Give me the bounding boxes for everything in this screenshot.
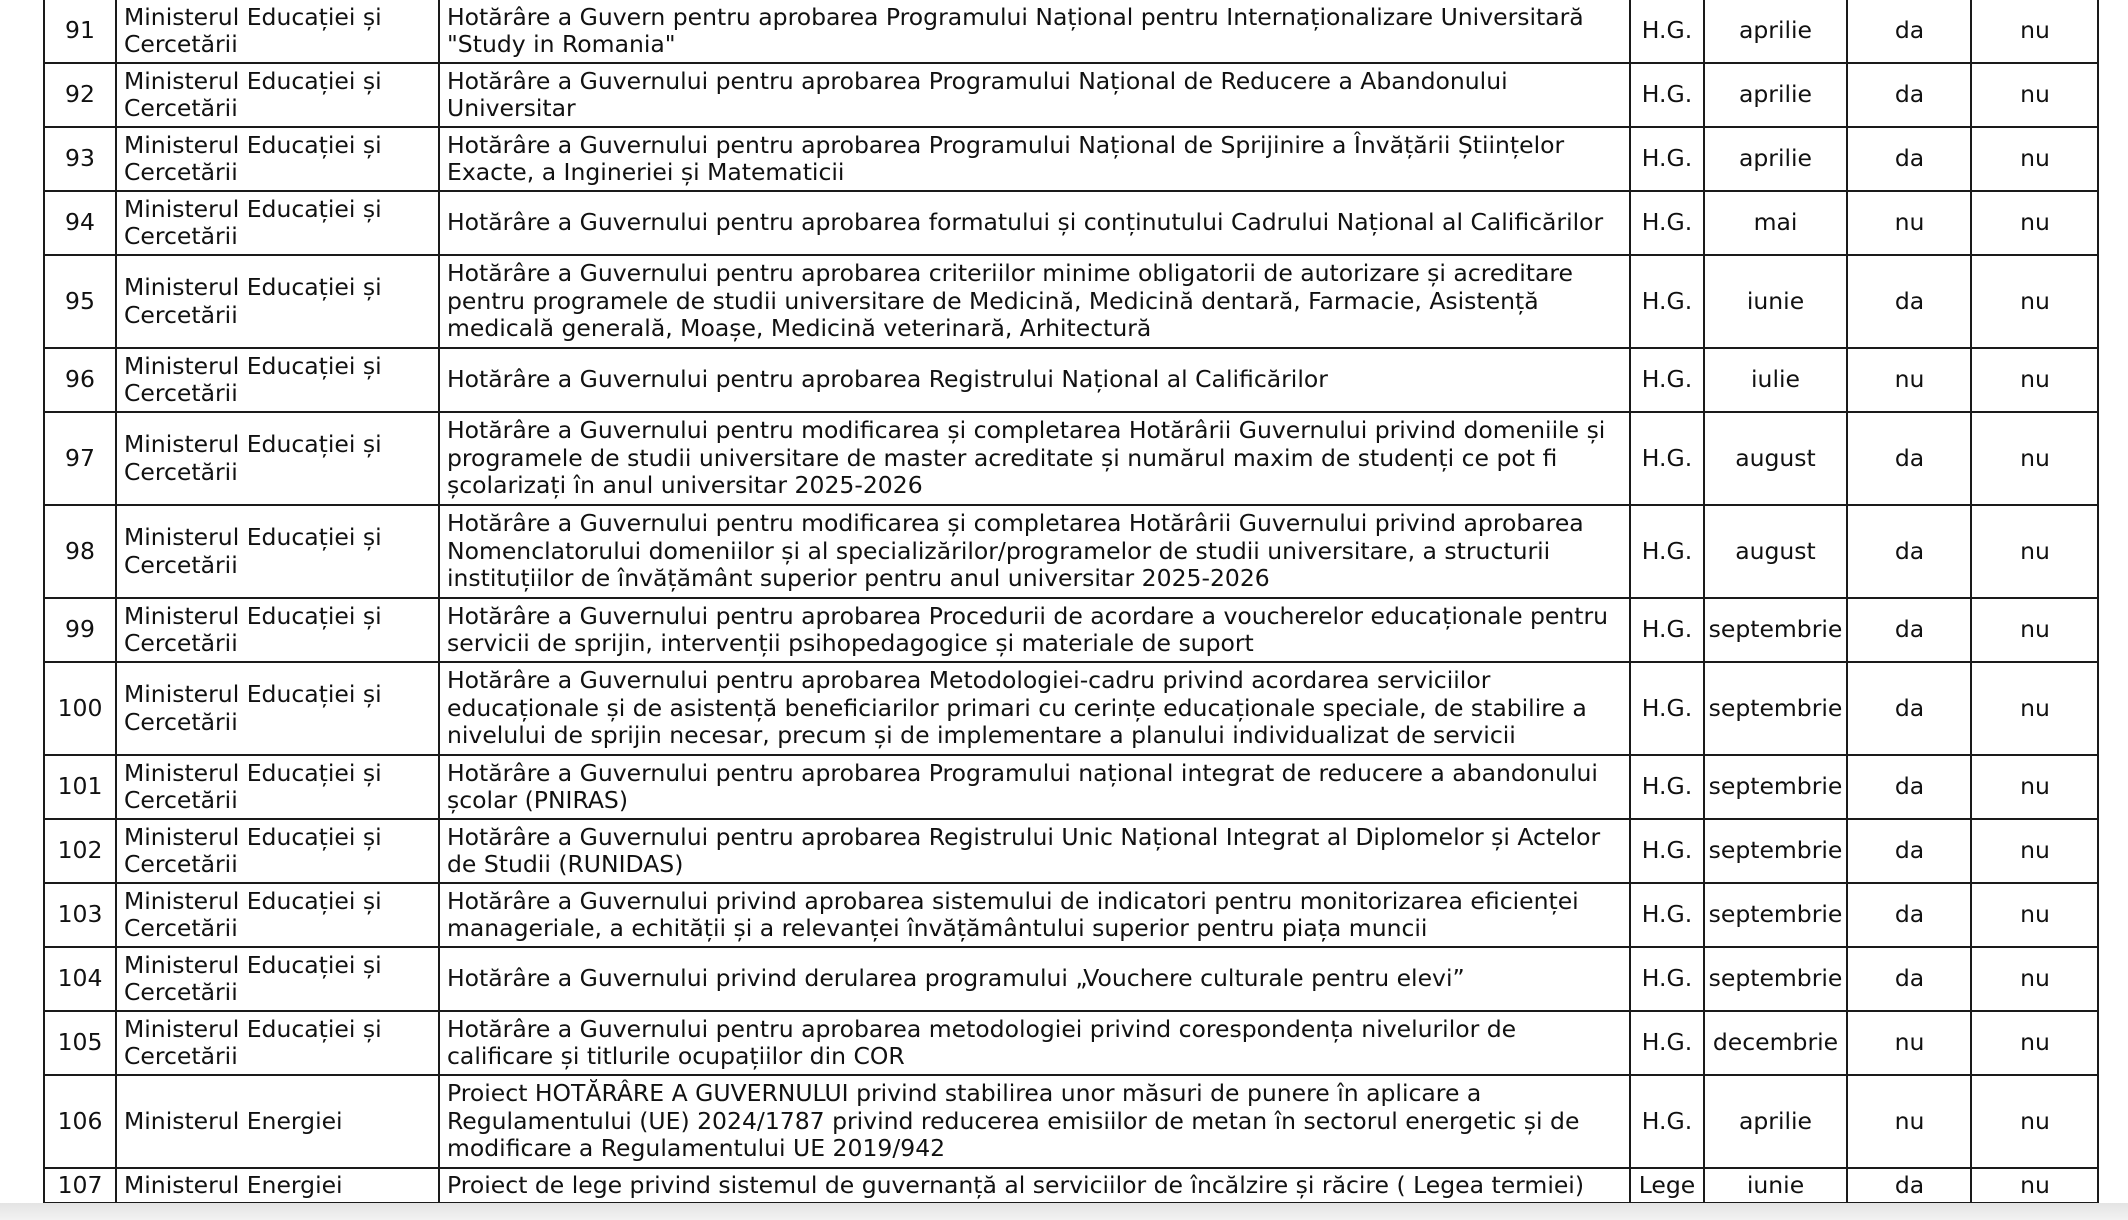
flag-2-cell: nu <box>1971 127 2098 191</box>
month-cell: iunie <box>1704 1168 1847 1203</box>
flag-1-cell: da <box>1847 662 1971 755</box>
act-type-cell: H.G. <box>1630 883 1704 947</box>
table-row <box>44 63 2098 127</box>
table-row <box>44 0 2098 63</box>
row-number: 91 <box>44 0 116 63</box>
flag-1-cell: nu <box>1847 348 1971 412</box>
act-type-cell: H.G. <box>1630 755 1704 819</box>
legislative-plan-table <box>43 0 2099 1204</box>
flag-2-cell: nu <box>1971 255 2098 348</box>
act-title-cell: Proiect HOTĂRÂRE A GUVERNULUI privind stabilirea unor măsuri de punere în aplicare a Regulamentului (UE) 2024/1787 privind reducerea emisiilor de metan în sectorul energetic și de modificare a Regulamentului UE 2019/942 <box>439 1075 1630 1168</box>
month-cell: decembrie <box>1704 1011 1847 1075</box>
flag-2-cell: nu <box>1971 947 2098 1011</box>
row-number: 92 <box>44 63 116 127</box>
institution-cell: Ministerul Educației și Cercetării <box>116 755 439 819</box>
flag-1-cell: nu <box>1847 191 1971 255</box>
table-row <box>44 883 2098 947</box>
flag-1-cell: da <box>1847 127 1971 191</box>
act-type-cell: H.G. <box>1630 348 1704 412</box>
act-type-cell: H.G. <box>1630 127 1704 191</box>
flag-2-cell: nu <box>1971 755 2098 819</box>
table-row <box>44 505 2098 598</box>
act-type-cell: H.G. <box>1630 255 1704 348</box>
month-cell: aprilie <box>1704 1075 1847 1168</box>
flag-2-cell: nu <box>1971 412 2098 505</box>
flag-1-cell: nu <box>1847 1011 1971 1075</box>
month-cell: septembrie <box>1704 662 1847 755</box>
viewer-bottom-edge <box>0 1203 2128 1220</box>
row-number: 100 <box>44 662 116 755</box>
act-type-cell: H.G. <box>1630 819 1704 883</box>
flag-2-cell: nu <box>1971 1011 2098 1075</box>
flag-1-cell: da <box>1847 598 1971 662</box>
act-title-cell: Hotărâre a Guvernului pentru aprobarea Programului național integrat de reducere a abandonului școlar (PNIRAS) <box>439 755 1630 819</box>
row-number: 102 <box>44 819 116 883</box>
institution-cell: Ministerul Educației și Cercetării <box>116 63 439 127</box>
month-cell: august <box>1704 412 1847 505</box>
month-cell: iulie <box>1704 348 1847 412</box>
row-number: 94 <box>44 191 116 255</box>
row-number: 101 <box>44 755 116 819</box>
institution-cell: Ministerul Educației și Cercetării <box>116 883 439 947</box>
row-number: 104 <box>44 947 116 1011</box>
institution-cell: Ministerul Educației și Cercetării <box>116 191 439 255</box>
institution-cell: Ministerul Educației și Cercetării <box>116 255 439 348</box>
institution-cell: Ministerul Energiei <box>116 1075 439 1168</box>
act-title-cell: Hotărâre a Guvern pentru aprobarea Programului Național pentru Internaționalizare Universitară "Study in Romania" <box>439 0 1630 63</box>
flag-1-cell: da <box>1847 505 1971 598</box>
row-number: 103 <box>44 883 116 947</box>
month-cell: august <box>1704 505 1847 598</box>
table-row <box>44 191 2098 255</box>
institution-cell: Ministerul Educației și Cercetării <box>116 127 439 191</box>
table-row <box>44 1011 2098 1075</box>
row-number: 95 <box>44 255 116 348</box>
act-title-cell: Hotărâre a Guvernului pentru aprobarea Procedurii de acordare a voucherelor educaționale pentru servicii de sprijin, intervenții psihopedagogice și materiale de suport <box>439 598 1630 662</box>
act-title-cell: Hotărâre a Guvernului pentru aprobarea criteriilor minime obligatorii de autorizare și acreditare pentru programele de studii universitare de Medicină, Medicină dentară, Farmacie, Asistență medicală generală, Moașe, Medicină veterinară, Arhitectură <box>439 255 1630 348</box>
institution-cell: Ministerul Educației și Cercetării <box>116 947 439 1011</box>
flag-2-cell: nu <box>1971 819 2098 883</box>
month-cell: septembrie <box>1704 598 1847 662</box>
month-cell: septembrie <box>1704 947 1847 1011</box>
month-cell: iunie <box>1704 255 1847 348</box>
act-type-cell: H.G. <box>1630 947 1704 1011</box>
flag-2-cell: nu <box>1971 348 2098 412</box>
act-type-cell: H.G. <box>1630 598 1704 662</box>
flag-1-cell: da <box>1847 63 1971 127</box>
act-type-cell: H.G. <box>1630 662 1704 755</box>
month-cell: septembrie <box>1704 755 1847 819</box>
table-row <box>44 598 2098 662</box>
act-title-cell: Hotărâre a Guvernului pentru aprobarea formatului și conținutului Cadrului Național al Calificărilor <box>439 191 1630 255</box>
row-number: 98 <box>44 505 116 598</box>
flag-1-cell: da <box>1847 883 1971 947</box>
month-cell: septembrie <box>1704 883 1847 947</box>
flag-2-cell: nu <box>1971 0 2098 63</box>
table-row <box>44 947 2098 1011</box>
table-row <box>44 1075 2098 1168</box>
row-number: 97 <box>44 412 116 505</box>
act-title-cell: Hotărâre a Guvernului pentru aprobarea metodologiei privind corespondența nivelurilor de calificare și titlurile ocupațiilor din COR <box>439 1011 1630 1075</box>
table-row <box>44 755 2098 819</box>
act-type-cell: H.G. <box>1630 1011 1704 1075</box>
flag-1-cell: da <box>1847 755 1971 819</box>
row-number: 96 <box>44 348 116 412</box>
flag-2-cell: nu <box>1971 598 2098 662</box>
act-title-cell: Hotărâre a Guvernului pentru aprobarea Registrului Unic Național Integrat al Diplomelor și Actelor de Studii (RUNIDAS) <box>439 819 1630 883</box>
month-cell: septembrie <box>1704 819 1847 883</box>
table-row <box>44 819 2098 883</box>
flag-2-cell: nu <box>1971 1075 2098 1168</box>
act-title-cell: Hotărâre a Guvernului privind derularea programului „Vouchere culturale pentru elevi” <box>439 947 1630 1011</box>
institution-cell: Ministerul Educației și Cercetării <box>116 1011 439 1075</box>
act-title-cell: Hotărâre a Guvernului pentru modificarea și completarea Hotărârii Guvernului privind domeniile și programele de studii universitare de master acreditate și numărul maxim de studenți ce pot fi școlarizați în anul universitar 2025-2026 <box>439 412 1630 505</box>
flag-2-cell: nu <box>1971 883 2098 947</box>
institution-cell: Ministerul Educației și Cercetării <box>116 0 439 63</box>
institution-cell: Ministerul Educației și Cercetării <box>116 505 439 598</box>
flag-2-cell: nu <box>1971 191 2098 255</box>
act-type-cell: H.G. <box>1630 0 1704 63</box>
act-type-cell: H.G. <box>1630 1075 1704 1168</box>
act-title-cell: Hotărâre a Guvernului pentru aprobarea Programului Național de Sprijinire a Învățării Științelor Exacte, a Ingineriei și Matematicii <box>439 127 1630 191</box>
month-cell: aprilie <box>1704 63 1847 127</box>
flag-1-cell: da <box>1847 255 1971 348</box>
month-cell: aprilie <box>1704 127 1847 191</box>
flag-2-cell: nu <box>1971 1168 2098 1203</box>
row-number: 106 <box>44 1075 116 1168</box>
institution-cell: Ministerul Educației și Cercetării <box>116 412 439 505</box>
month-cell: aprilie <box>1704 0 1847 63</box>
institution-cell: Ministerul Educației și Cercetării <box>116 348 439 412</box>
row-number: 93 <box>44 127 116 191</box>
flag-1-cell: da <box>1847 1168 1971 1203</box>
table-row <box>44 348 2098 412</box>
act-type-cell: H.G. <box>1630 505 1704 598</box>
flag-2-cell: nu <box>1971 662 2098 755</box>
institution-cell: Ministerul Educației și Cercetării <box>116 662 439 755</box>
table-row <box>44 255 2098 348</box>
table-row <box>44 127 2098 191</box>
act-type-cell: H.G. <box>1630 191 1704 255</box>
act-title-cell: Hotărâre a Guvernului pentru aprobarea Metodologiei-cadru privind acordarea serviciilor educaționale și de asistență beneficiarilor primari cu cerințe educaționale speciale, de stabilire a nivelului de sprijin necesar, precum și de implementare a planului individualizat de servicii <box>439 662 1630 755</box>
flag-1-cell: da <box>1847 0 1971 63</box>
month-cell: mai <box>1704 191 1847 255</box>
row-number: 99 <box>44 598 116 662</box>
institution-cell: Ministerul Educației și Cercetării <box>116 598 439 662</box>
row-number: 107 <box>44 1168 116 1203</box>
flag-1-cell: nu <box>1847 1075 1971 1168</box>
act-title-cell: Hotărâre a Guvernului pentru aprobarea Programului Național de Reducere a Abandonului Universitar <box>439 63 1630 127</box>
act-type-cell: H.G. <box>1630 412 1704 505</box>
table-row <box>44 1168 2098 1203</box>
act-type-cell: Lege <box>1630 1168 1704 1203</box>
flag-1-cell: da <box>1847 947 1971 1011</box>
flag-1-cell: da <box>1847 819 1971 883</box>
act-type-cell: H.G. <box>1630 63 1704 127</box>
institution-cell: Ministerul Energiei <box>116 1168 439 1203</box>
flag-2-cell: nu <box>1971 63 2098 127</box>
table-row <box>44 662 2098 755</box>
act-title-cell: Proiect de lege privind sistemul de guvernanță al serviciilor de încălzire și răcire ( Legea termiei) <box>439 1168 1630 1203</box>
flag-2-cell: nu <box>1971 505 2098 598</box>
institution-cell: Ministerul Educației și Cercetării <box>116 819 439 883</box>
row-number: 105 <box>44 1011 116 1075</box>
act-title-cell: Hotărâre a Guvernului privind aprobarea sistemului de indicatori pentru monitorizarea eficienței manageriale, a echității și a relevanței învățământului superior pentru piața muncii <box>439 883 1630 947</box>
act-title-cell: Hotărâre a Guvernului pentru modificarea și completarea Hotărârii Guvernului privind aprobarea Nomenclatorului domeniilor și al specializărilor/programelor de studii universitare, a structurii instituțiilor de învățământ superior pentru anul universitar 2025-2026 <box>439 505 1630 598</box>
act-title-cell: Hotărâre a Guvernului pentru aprobarea Registrului Național al Calificărilor <box>439 348 1630 412</box>
table-row <box>44 412 2098 505</box>
flag-1-cell: da <box>1847 412 1971 505</box>
